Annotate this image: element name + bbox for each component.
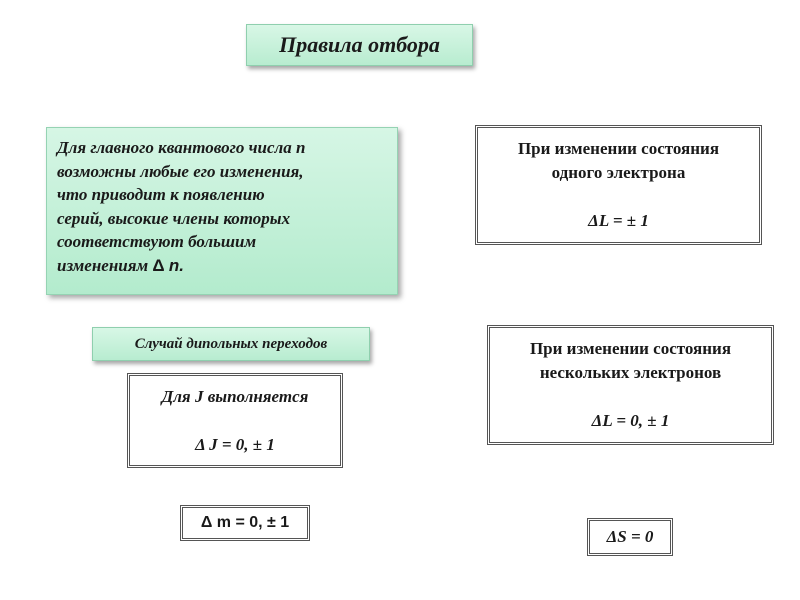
slide-title-text: Правила отбора <box>279 32 440 57</box>
multi-electron-line-1: При изменении состояния <box>529 339 732 358</box>
dipole-transitions-label <box>92 327 370 361</box>
note-line-6 <box>57 254 387 278</box>
note-last-prefix: изменениям <box>57 255 149 275</box>
dipole-transitions-text: Случай дипольных переходов <box>134 335 328 352</box>
note-line-1: Для главного квантового числа n <box>57 138 306 157</box>
single-electron-line-2: одного электрона <box>551 163 686 182</box>
multi-electron-rule-box <box>487 325 774 445</box>
note-line-2: возможны любые его изменения, <box>57 161 304 181</box>
note-line-5: соответствуют большим <box>57 232 257 251</box>
slide-title <box>246 24 473 66</box>
m-selection-rule-box <box>180 505 310 541</box>
j-selection-rule-box <box>127 373 343 468</box>
note-line-3: что приводит к появлению <box>57 185 265 204</box>
note-line-4: серий, высокие члены которых <box>57 208 291 228</box>
multi-electron-formula: ΔL = 0, ± 1 <box>591 411 670 430</box>
single-electron-rule-box <box>475 125 762 245</box>
principal-quantum-number-note <box>46 127 398 295</box>
single-electron-line-1: При изменении состояния <box>517 139 720 158</box>
j-rule-formula: Δ J = 0, ± 1 <box>195 434 275 454</box>
m-rule-formula: Δ m = 0, ± 1 <box>200 514 290 531</box>
multi-electron-line-2: нескольких электронов <box>539 363 722 382</box>
single-electron-formula: ΔL = ± 1 <box>588 211 649 230</box>
note-last-suffix: n. <box>168 255 184 275</box>
delta-symbol: Δ <box>152 255 165 275</box>
spin-rule-formula: ΔS = 0 <box>606 527 654 546</box>
spin-selection-rule-box <box>587 518 673 556</box>
j-rule-heading: Для J выполняется <box>161 386 309 406</box>
